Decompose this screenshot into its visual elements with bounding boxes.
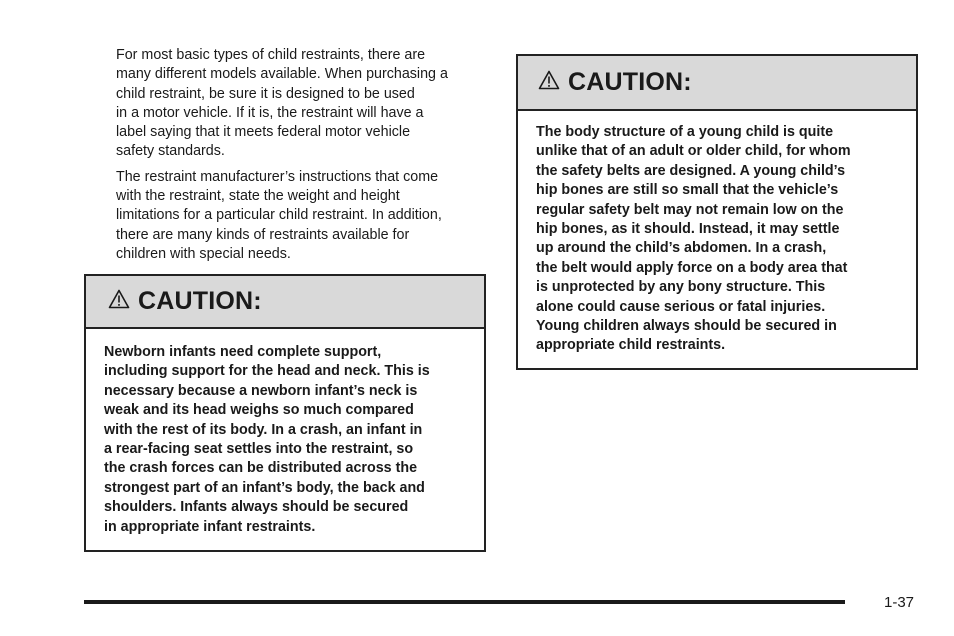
- intro-text: [116, 46, 488, 270]
- intro-paragraph: For most basic types of child restraints, there are many different models available. When purchasing a child restraint, be sure it is designed to be used in a motor vehicle. If it is, the restraint will have a label saying that it meets federal motor vehicle safety standards.: [116, 47, 448, 160]
- caution-box-infants: [84, 274, 486, 552]
- page-number: 1-37: [884, 594, 915, 611]
- caution-header: [518, 56, 916, 111]
- intro-paragraph: The restraint manufacturer’s instructions that come with the restraint, state the weight and height limitations for a particular child restraint. In addition, there are many kinds of restraints available for children with special needs.: [116, 168, 442, 262]
- caution-heading: CAUTION:: [138, 287, 262, 315]
- caution-text: The body structure of a young child is quite unlike that of an adult or older child, for whom the safety belts are designed. A young child’s hip bones are still so small that the vehicle’s regular safety belt may not remain low on the hip bones, as it should. Instead, it may settle up around the child’s abdomen. In a crash, the belt would apply force on a body area that is unprotected by any bony structure. This alone could cause serious or fatal injuries. Young children always should be secured in appropriate child restraints.: [536, 124, 851, 354]
- footer-rule: [84, 600, 845, 604]
- warning-triangle-icon: [108, 287, 130, 316]
- caution-box-young-children: [516, 54, 918, 370]
- caution-heading: CAUTION:: [568, 68, 692, 96]
- caution-header: [86, 276, 484, 329]
- warning-triangle-icon: [538, 68, 560, 97]
- caution-text: Newborn infants need complete support, including support for the head and neck. This is necessary because a newborn infant’s neck is weak and its head weighs so much compared with the rest of its body. In a crash, an infant in a rear-facing seat settles into the restraint, so the crash forces can be distributed across the strongest part of an infant’s body, the back and shoulders. Infants always should be secured in appropriate infant restraints.: [104, 344, 430, 535]
